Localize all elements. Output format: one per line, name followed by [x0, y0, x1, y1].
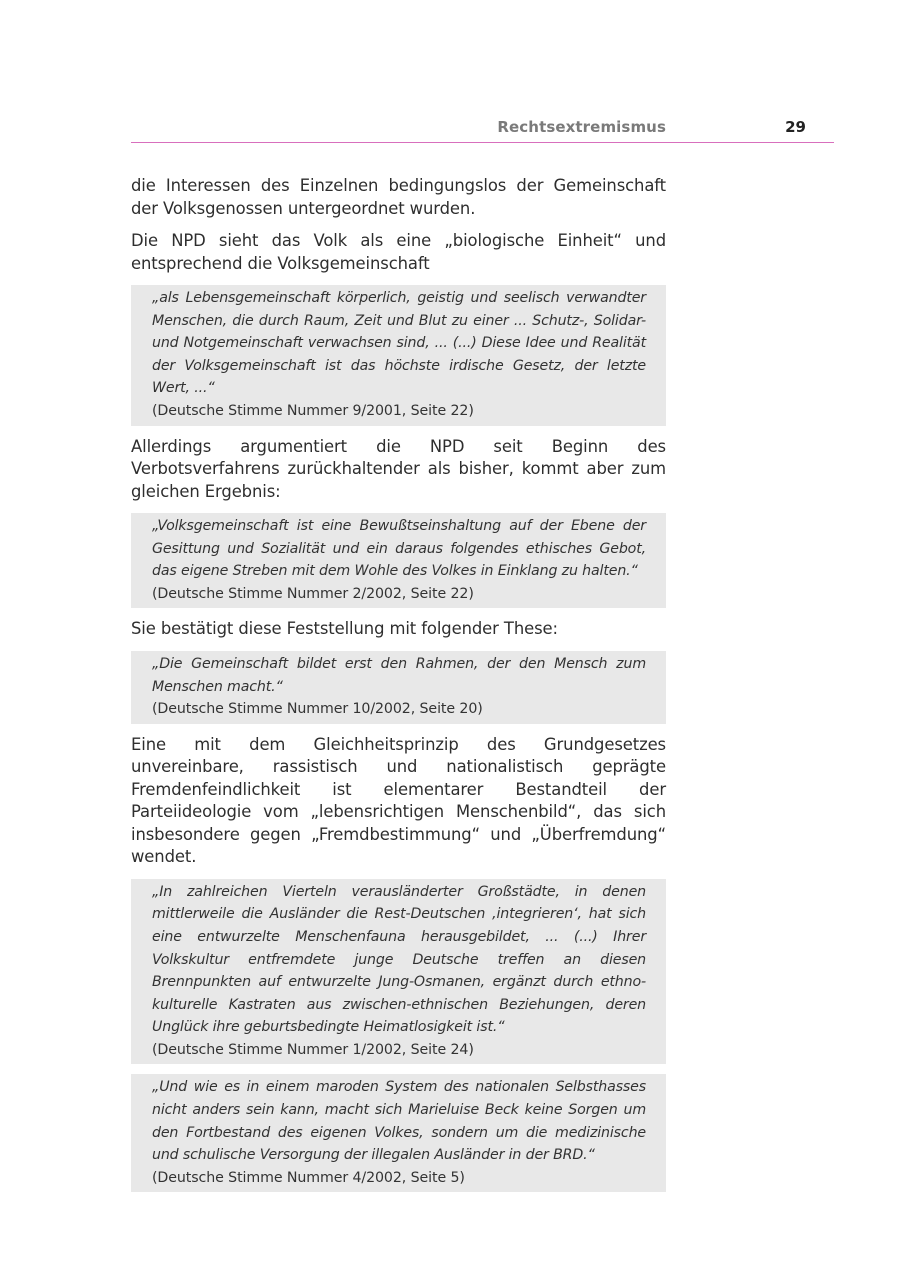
paragraph: Eine mit dem Gleichheitsprinzip des Grundgesetzes unvereinbare, rassistisch und nationalistisch geprägte Fremdenfeindlichkeit ist elementarer Bestandteil der Parteiideologie vom „lebensrichtigen Menschenbild“, das sich insbesondere gegen „Fremdbestimmung“ und „Überfremdung“ wendet. — [131, 734, 666, 867]
paragraph: Allerdings argumentiert die NPD seit Beginn des Verbotsverfahrens zurückhaltender als bisher, kommt aber zum gleichen Ergebnis: — [131, 436, 666, 501]
block-quote — [131, 651, 666, 724]
quote-source: (Deutsche Stimme Nummer 10/2002, Seite 20) — [152, 701, 483, 718]
quote-source: (Deutsche Stimme Nummer 9/2001, Seite 22) — [152, 402, 474, 419]
quote-text: „als Lebensgemeinschaft körperlich, geistig und seelisch verwandter Menschen, die durch Raum, Zeit und Blut zu einer ... Schutz-, Solidar- und Notgemeinschaft verwachsen sind, ... (...) Diese Idee und Realität der Volksgemeinschaft ist das höchste irdische Gesetz, der letzte Wert, ...“ — [152, 290, 646, 397]
paragraph: die Interessen des Einzelnen bedingungslos der Gemeinschaft der Volksgenossen untergeordnet wurden. — [131, 176, 666, 218]
page-body — [131, 175, 666, 1202]
quote-text: „Und wie es in einem maroden System des nationalen Selbsthasses nicht anders sein kann, macht sich Marieluise Beck keine Sorgen um den Fortbestand des eigenen Volkes, sondern um die medizinische und schulische Versorgung der illegalen Ausländer in der BRD.“ — [152, 1079, 646, 1164]
quote-source: (Deutsche Stimme Nummer 4/2002, Seite 5) — [152, 1169, 465, 1186]
page-number: 29 — [785, 118, 806, 136]
quote-text: „In zahlreichen Vierteln verausländerter Großstädte, in denen mittlerweile die Ausländer die Rest-Deutschen ‚integrieren‘, hat sich eine entwurzelte Menschenfauna herausgebildet, ... (...) Ihrer Volkskultur entfremdete junge Deutsche treffen an diesen Brennpunkten auf entwurzelte Jung-Osmanen, ergänzt durch ethno-kulturelle Kastraten aus zwischen-ethnischen Beziehungen, deren Unglück ihre geburtsbedingte Heimatlosigkeit ist.“ — [152, 883, 646, 1036]
block-quote — [131, 513, 666, 608]
block-quote — [131, 285, 666, 426]
section-title: Rechtsextremismus — [497, 118, 666, 136]
running-header — [131, 116, 834, 143]
block-quote — [131, 1074, 666, 1192]
quote-text: „Volksgemeinschaft ist eine Bewußtseinshaltung auf der Ebene der Gesittung und Sozialität und ein daraus folgendes ethisches Gebot, das eigene Streben mit dem Wohle des Volkes in Einklang zu halten.“ — [152, 518, 646, 580]
paragraph: Sie bestätigt diese Feststellung mit folgender These: — [131, 619, 558, 639]
paragraph: Die NPD sieht das Volk als eine „biologische Einheit“ und entsprechend die Volksgemeinschaft — [131, 231, 666, 273]
quote-text: „Die Gemeinschaft bildet erst den Rahmen, der den Mensch zum Menschen macht.“ — [152, 655, 646, 695]
quote-source: (Deutsche Stimme Nummer 2/2002, Seite 22) — [152, 585, 474, 602]
block-quote — [131, 879, 666, 1065]
quote-source: (Deutsche Stimme Nummer 1/2002, Seite 24) — [152, 1041, 474, 1058]
